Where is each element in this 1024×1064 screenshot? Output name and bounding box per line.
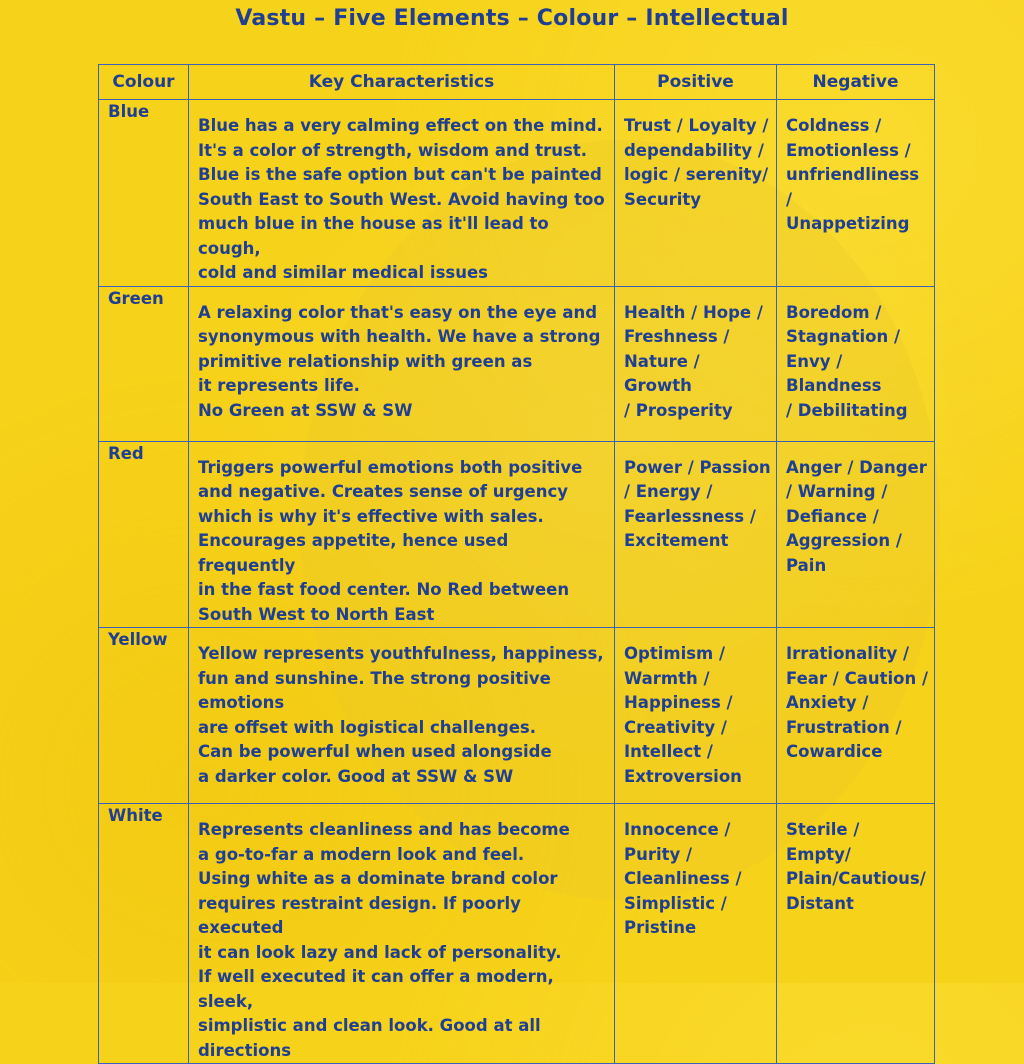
negative-text: Coldness / Emotionless / unfriendliness / Unappetizing [786,116,920,233]
positive-cell [615,100,777,287]
colour-name: Blue [99,100,189,287]
characteristics-cell [189,286,615,441]
negative-text: Sterile / Empty/ Plain/Cautious/ Distant [786,820,926,913]
colour-name: Green [99,286,189,441]
positive-text: Health / Hope / Freshness / Nature / Growth / Prosperity [624,302,763,420]
table-row [99,628,935,804]
header-key-characteristics: Key Characteristics [189,65,615,100]
positive-cell [615,804,777,1064]
positive-text: Power / Passion / Energy / Fearlessness / Excitement [624,457,771,550]
negative-cell [777,441,935,628]
characteristics-cell [189,100,615,287]
table-header-row [99,65,935,100]
table-row [99,286,935,441]
colour-name: White [99,804,189,1064]
characteristics-cell [189,441,615,628]
negative-text: Anger / Danger / Warning / Defiance / Aggression / Pain [786,457,927,575]
table-row [99,441,935,628]
colour-name: Red [99,441,189,628]
positive-text: Optimism / Warmth / Happiness / Creativity / Intellect / Extroversion [624,644,742,786]
positive-text: Innocence / Purity / Cleanliness / Simplistic / Pristine [624,820,742,937]
characteristics-text: Blue has a very calming effect on the mind. It's a color of strength, wisdom and trust. Blue is the safe option but can't be painted South East to South West. Avoid having too much blue in the house as it'll lead to cough, cold and similar medical issues [198,116,605,282]
negative-cell [777,286,935,441]
negative-cell [777,628,935,804]
positive-cell [615,286,777,441]
characteristics-text: A relaxing color that's easy on the eye and synonymous with health. We have a strong primitive relationship with green as it represents life. No Green at SSW & SW [198,302,601,420]
characteristics-text: Triggers powerful emotions both positive and negative. Creates sense of urgency which is why it's effective with sales. Encourages appetite, hence used frequently in the fast food center. No Red between South West to North East [198,457,583,624]
table-row [99,100,935,287]
table-row [99,804,935,1064]
positive-cell [615,441,777,628]
negative-text: Boredom / Stagnation / Envy / Blandness / Debilitating [786,302,908,420]
colour-table [98,64,935,1064]
negative-cell [777,804,935,1064]
header-negative: Negative [777,65,935,100]
page-title: Vastu – Five Elements – Colour – Intellectual [235,6,789,31]
characteristics-text: Represents cleanliness and has become a go-to-far a modern look and feel. Using white as a dominate brand color requires restraint design. If poorly executed it can look lazy and lack of personality. If well executed it can offer a modern, sleek, simplistic and clean look. Good at all directions [198,820,570,1060]
negative-cell [777,100,935,287]
header-colour: Colour [99,65,189,100]
characteristics-cell [189,804,615,1064]
negative-text: Irrationality / Fear / Caution / Anxiety / Frustration / Cowardice [786,644,928,761]
characteristics-cell [189,628,615,804]
colour-name: Yellow [99,628,189,804]
characteristics-text: Yellow represents youthfulness, happiness, fun and sunshine. The strong positive emotions are offset with logistical challenges. Can be powerful when used alongside a darker color. Good at SSW & SW [198,644,604,786]
positive-cell [615,628,777,804]
positive-text: Trust / Loyalty / dependability / logic / serenity/ Security [624,116,769,209]
header-positive: Positive [615,65,777,100]
